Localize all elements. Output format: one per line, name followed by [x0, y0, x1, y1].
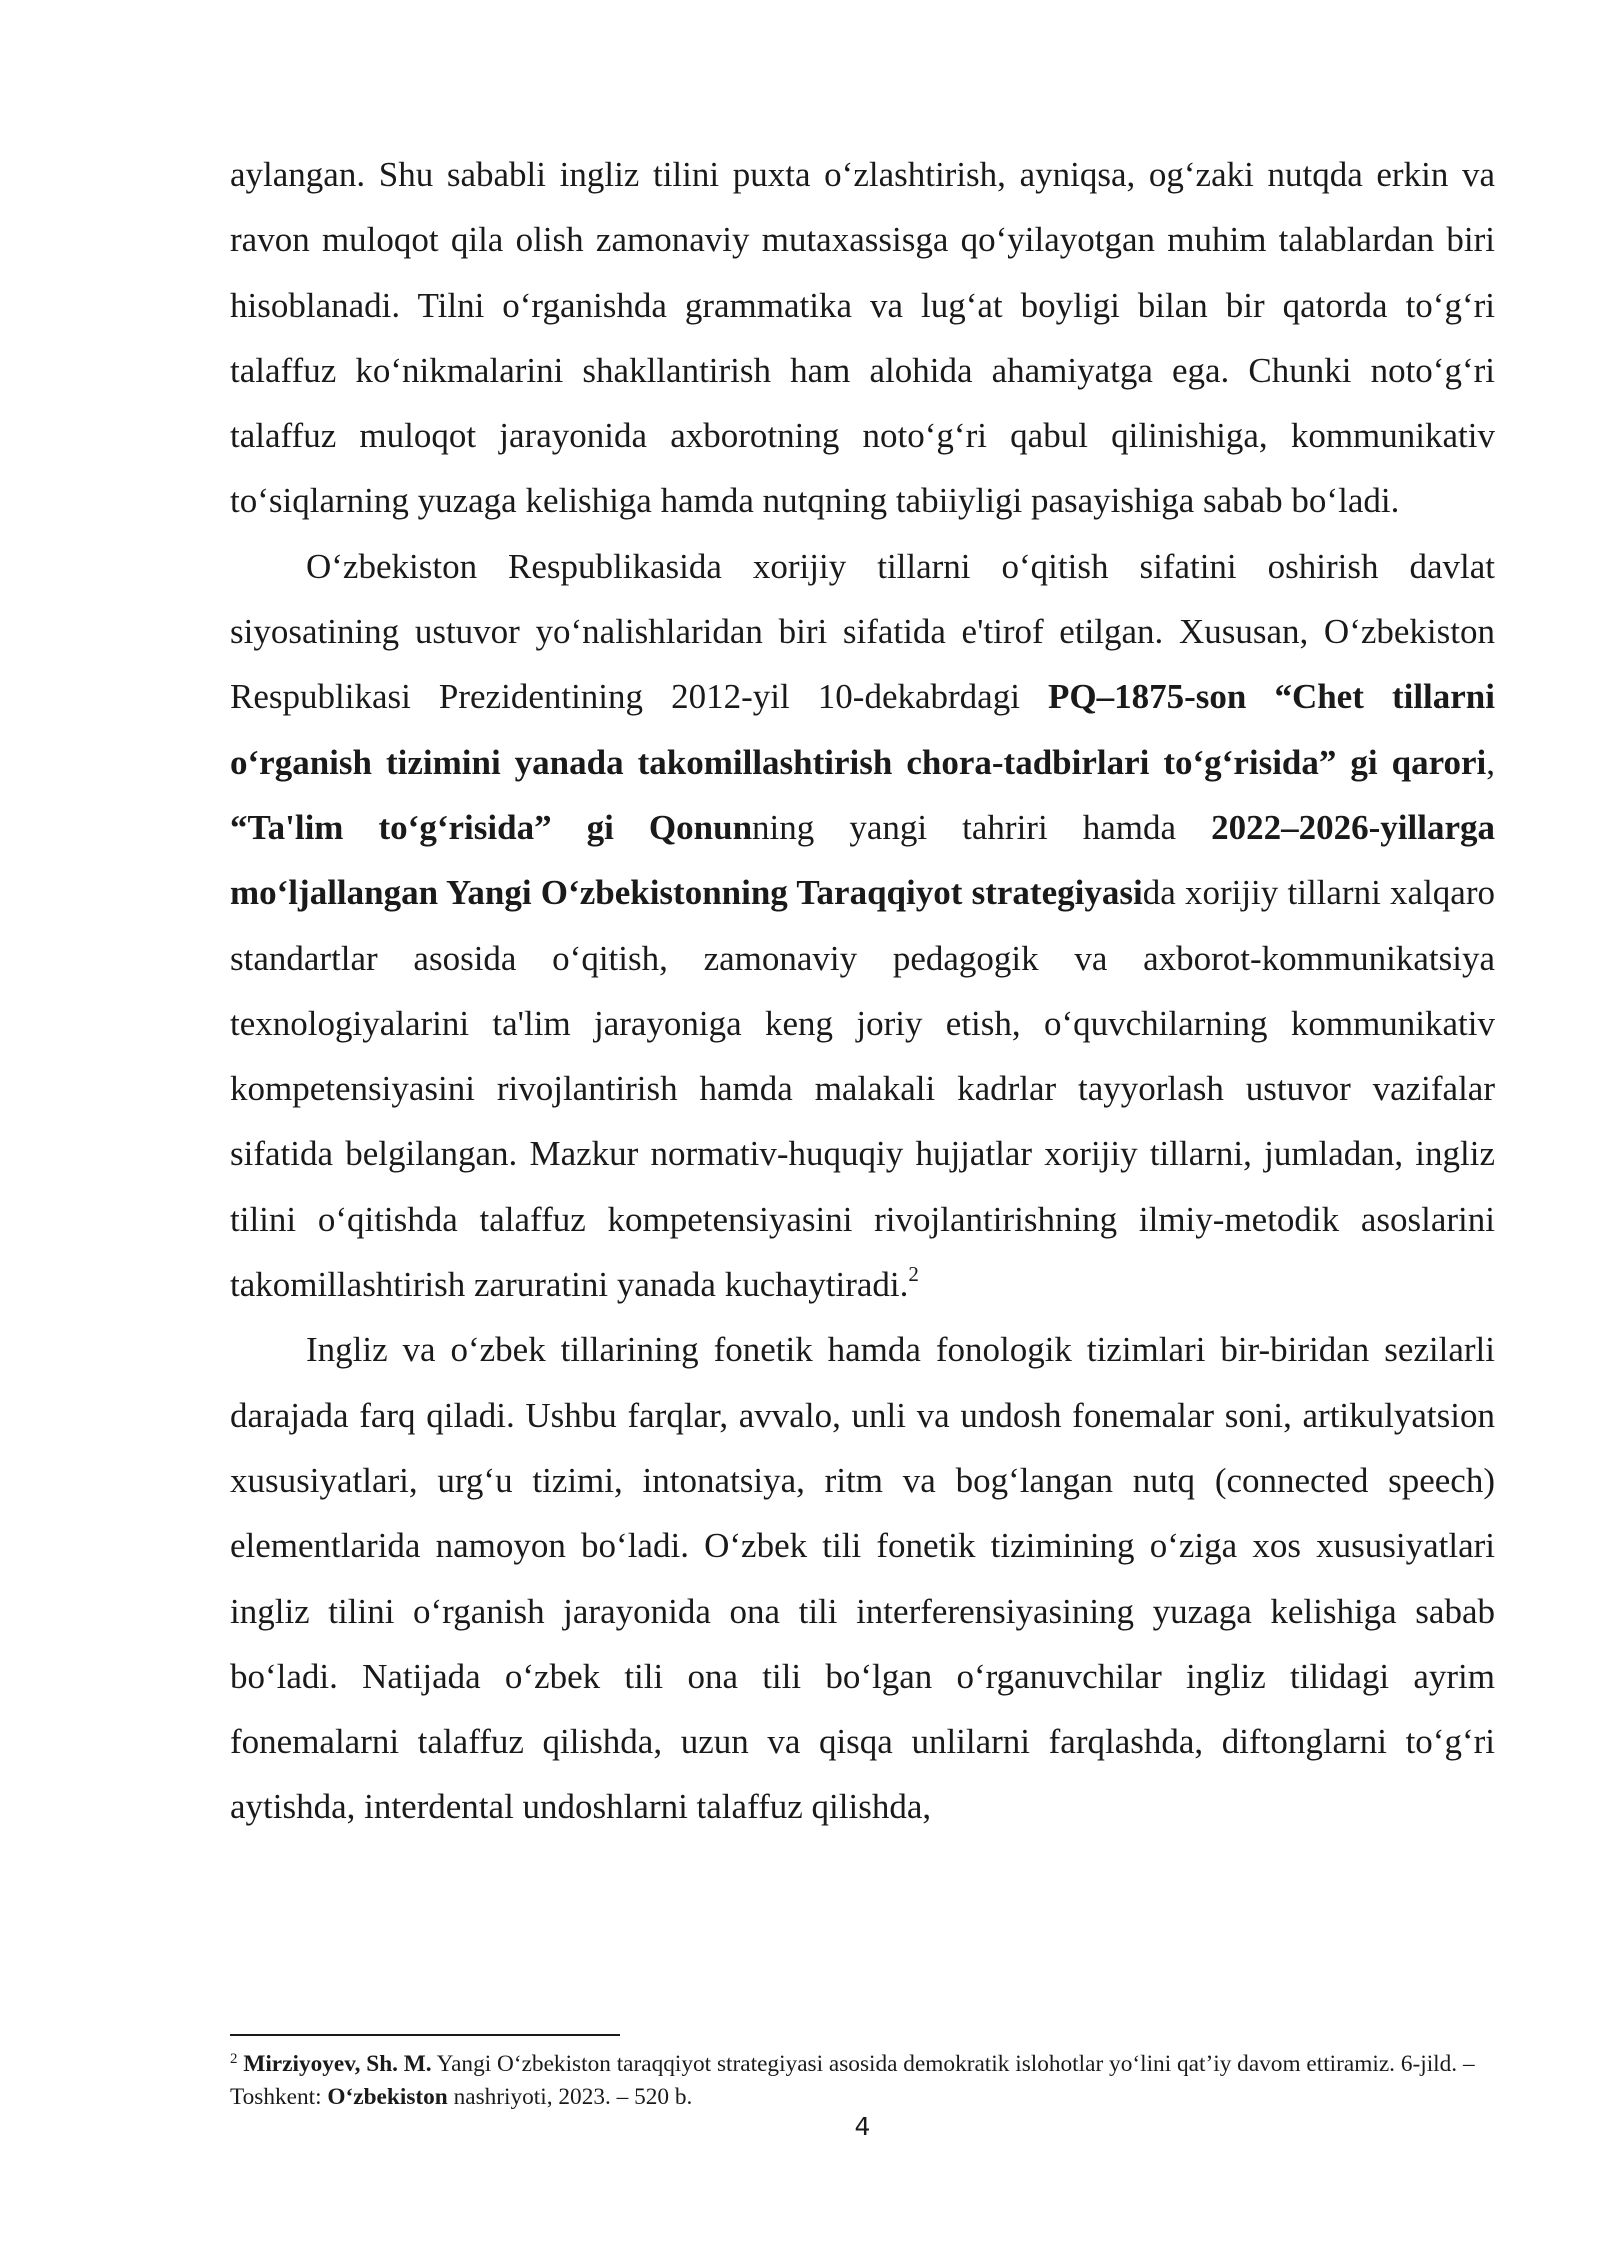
text-run: aylangan. Shu sababli ingliz tilini puxta o‘zlashtirish, ayniqsa, og‘zaki nutqda erkin va ravon muloqot qila olish zamonaviy mutaxassisga qo‘yilayotgan muhim talablardan biri hisoblanadi. Tilni o‘rganishda grammatika va lug‘at boyligi bilan bir qatorda to‘g‘ri talaffuz ko‘nikmalarini shakllantirish ham alohida ahamiyatga ega. Chunki noto‘g‘ri talaffuz muloqot jarayonida axborotning noto‘g‘ri qabul qilinishiga, kommunikativ to‘siqlarning yuzaga kelishiga hamda nutqning tabiiyligi pasayishiga sabab bo‘ladi.: [230, 155, 1495, 521]
paragraph-3: [230, 1317, 1495, 1839]
bold-text: O‘zbekiston: [327, 2084, 448, 2110]
bold-text: 2022–2026-yillarga mo‘ljallangan Yangi O‘zbekistonning Taraqqiyot strategiyasi: [230, 807, 1495, 913]
footnote-reference: 2: [908, 1262, 919, 1287]
text-run: da xorijiy tillarni xalqaro standartlar asosida o‘qitish, zamonaviy pedagogik va axborot-kommunikatsiya texnologiyalarini ta'lim jarayoniga keng joriy etish, o‘quvchilarning kommunikativ kompetensiyasini rivojlantirish hamda malakali kadrlar tayyorlash ustuvor vazifalar sifatida belgilangan. Mazkur normativ-huquqiy hujjatlar xorijiy tillarni, jumladan, ingliz tilini o‘qitishda talaffuz kompetensiyasini rivojlantirishning ilmiy-metodik asoslarini takomillashtirish zaruratini yanada kuchaytiradi.: [230, 873, 1495, 1305]
footnote-separator: [230, 2034, 620, 2036]
bold-text: PQ–1875-son “Chet tillarni o‘rganish tizimini yanada takomillashtirish chora-tadbirlari to‘g‘risida” gi qarori: [230, 677, 1495, 782]
text-run: ,: [1486, 742, 1495, 782]
bold-text: “Ta'lim to‘g‘risida” gi Qonun: [230, 807, 753, 847]
text-run: nashriyoti, 2023. – 520 b.: [447, 2084, 693, 2110]
text-run: Ingliz va o‘zbek tillarining fonetik hamda fonologik tizimlari bir-biridan sezilarli darajada farq qiladi. Ushbu farqlar, avvalo, unli va undosh fonemalar soni, artikulyatsion xususiyatlari, urg‘u tizimi, intonatsiya, ritm va bog‘langan nutq (connected speech) elementlarida namoyon bo‘ladi. O‘zbek tili fonetik tizimining o‘ziga xos xususiyatlari ingliz tilini o‘rganish jarayonida ona tili interferensiyasining yuzaga kelishiga sabab bo‘ladi. Natijada o‘zbek tili ona tili bo‘lgan o‘rganuvchilar ingliz tilidagi ayrim fonemalarni talaffuz qilishda, uzun va qisqa unlilarni farqlashda, diftonglarni to‘g‘ri aytishda, interdental undoshlarni talaffuz qilishda,: [230, 1330, 1495, 1827]
page-number: 4: [854, 2112, 871, 2141]
bold-text: Mirziyoyev, Sh. M.: [243, 2051, 432, 2077]
text-run: ning yangi tahriri hamda: [752, 807, 1212, 847]
body-text: [230, 142, 1495, 1840]
text-run: O‘zbekiston Respublikasida xorijiy tillarni o‘qitish sifatini oshirish davlat siyosatining ustuvor yo‘nalishlaridan biri sifatida e'tirof etilgan. Xususan, O‘zbekiston Respublikasi Prezidentining 2012-yil 10-dekabrdagi: [230, 546, 1495, 717]
footnote-reference: 2: [230, 2051, 238, 2067]
footnote: [230, 2048, 1495, 2114]
paragraph-1: [230, 142, 1495, 534]
text-run: Yangi O‘zbekiston taraqqiyot strategiyasi asosida demokratik islohotlar yo‘lini qat’iy davom ettiramiz. 6-jild. – Toshkent:: [230, 2051, 1475, 2110]
paragraph-2: [230, 534, 1495, 1318]
